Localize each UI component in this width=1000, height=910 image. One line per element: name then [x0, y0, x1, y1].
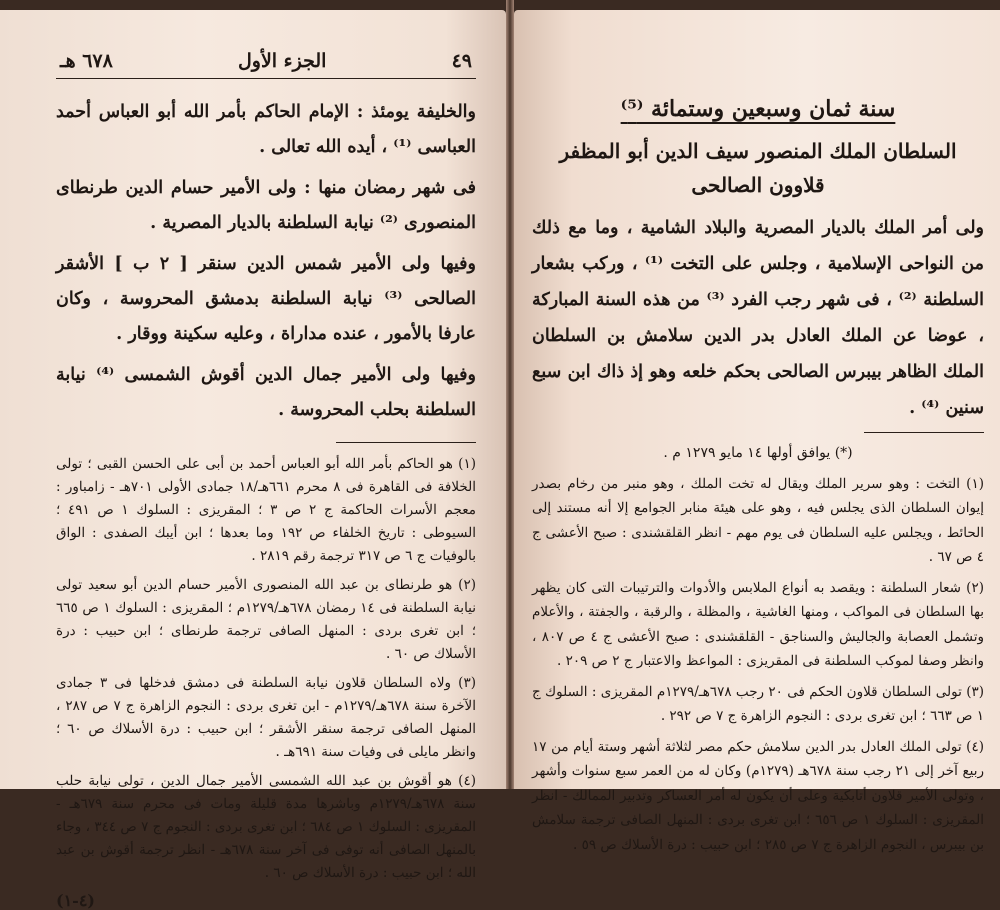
footnotes	[56, 453, 476, 885]
footnotes	[532, 441, 984, 857]
page-header	[56, 50, 476, 79]
section-heading: السلطان الملك المنصور سيف الدين أبو المظفر قلاوون الصالحى	[559, 139, 957, 197]
book-gutter	[506, 0, 514, 789]
paragraph: وفيها ولى الأمير شمس الدين سنقر [ ٢ ب ] الأشقر الصالحى ⁽³⁾ نيابة السلطنة بدمشق المحروسة ، وكان عارفا بالأمور ، عنده مداراة ، وعليه سكينة ووقار .	[56, 254, 477, 344]
footnote: (٤) هو أقوش بن عبد الله الشمسى الأمير جمال الدين ، تولى نيابة حلب سنة ٦٧٨هـ/١٢٧٩م وباشرها مدة قليلة ومات فى محرم سنة ٦٧٩هـ - المقريزى : السلوك ١ ص ٦٨٤ ؛ ابن تغرى بردى : النجوم ج ٧ ص ٣٤٤ ، وجاء بالمنهل الصافى أنه توفى فى آخر سنة ٦٧٨هـ - انظر ترجمة أقوش بن عبد الله ؛ ابن حبيب : درة الأسلاك ص ٦٠ .	[56, 773, 477, 881]
footnote: (٣) تولى السلطان قلاون الحكم فى ٢٠ رجب ٦٧٨هـ/١٢٧٩م المقريزى : السلوك ج ١ ص ٦٦٣ ؛ ابن تغرى بردى : النجوم الزاهرة ج ٧ ص ٢٩٢ .	[532, 683, 985, 724]
header-year: ٦٧٨ هـ	[60, 50, 113, 72]
main-text	[532, 210, 984, 426]
paragraph: فى شهر رمضان منها : ولى الأمير حسام الدين طرنطاى المنصورى ⁽²⁾ نيابة السلطنة بالديار المصرية .	[56, 178, 476, 233]
footnote: (٤) تولى الملك العادل بدر الدين سلامش حكم مصر لثلاثة أشهر وستة أيام من ١٧ ربيع آخر إلى ٢١ رجب سنة ٦٧٨هـ (١٢٧٩م) وكان له من العمر سبع سنوات وأشهر ، وتولى الأمير قلاون أتابكية وعلى أن يكون له أمر العساكر وتدبير الممالك - انظر المقريزى : السلوك ١ ص ٦٥٦ ؛ ابن تغرى بردى : المنهل الصافى ترجمة سلامش بن بيبرس ، النجوم الزاهرة ج ٧ ص ٢٨٥ ؛ ابن حبيب : درة الأسلاك ص ٥٩ .	[532, 738, 984, 853]
footnote: (٣) ولاه السلطان قلاون نيابة السلطنة فى دمشق فدخلها فى ٣ جمادى الآخرة سنة ٦٧٨هـ/١٢٧٩م - ابن تغرى بردى : النجوم الزاهرة ج ٧ ص ٢٨٧ ، المنهل الصافى ترجمة سنقر الأشقر ؛ ابن حبيب : درة الأسلاك ص ٦٠ ؛ وانظر مايلى فى وفيات سنة ٦٩١هـ .	[56, 675, 476, 760]
footnote: (١) التخت : وهو سرير الملك ويقال له تخت الملك ، وهو منبر من رخام بصدر إيوان السلطان الذى يجلس فيه ، وهو على هيئة منابر الجوامع إلا أنه مستند إلى الحائط ، ويجلس عليه السلطان فى يوم مهم - انظر القلقشندى : صبح الأعشى ج ٤ ص ٦٧ .	[532, 475, 984, 565]
left-page	[0, 10, 506, 910]
footnote: (٢) شعار السلطنة : ويقصد به أنواع الملابس والأدوات والترتيبات التى كان يظهر بها السلطان فى المواكب ، ومنها الغاشية ، والمظلة ، والرقبة ، والجفتة ، والأعلام وتشمل العصابة والجاليش والسناجق - القلقشندى : صبح الأعشى ج ٤ ص ٨٠٧ ، وانظر وصفا لموكب السلطنة فى المقريزى : المواعظ والاعتبار ج ٢ ص ٢٠٩ .	[532, 579, 984, 669]
footnote: (١) هو الحاكم بأمر الله أبو العباس أحمد بن أبى على الحسن القبى ؛ تولى الخلافة فى القاهرة فى ٨ محرم ٦٦١هـ/١٨ جمادى الأولى ٧٠١هـ - زامباور : معجم الأسرات الحاكمة ج ٢ ص ٣ ؛ المقريزى : السلوك ١ ص ٤٩١ ؛ السيوطى : تاريخ الخلفاء ص ١٩٢ وما بعدها ؛ ابن أيبك الصفدى : الواق بالوفيات ج ٦ ص ٣١٧ ترجمة رقم ٢٨١٩ .	[56, 456, 477, 564]
paragraph: والخليفة يومئذ : الإمام الحاكم بأمر الله أبو العباس أحمد العباسى ⁽¹⁾ ، أيده الله تعالى .	[56, 102, 476, 157]
footnote-divider	[336, 442, 476, 443]
paragraph: ولى أمر الملك بالديار المصرية والبلاد الشامية ، وما مع ذلك من النواحى الإسلامية ، وجلس على التخت ⁽¹⁾ ، وركب بشعار السلطنة ⁽²⁾ ، فى شهر رجب الفرد ⁽³⁾ من هذه السنة المباركة ، عوضا عن الملك العادل بدر الدين سلامش بن السلطان الملك الظاهر بيبرس الصالحى بحكم خلعه وهو إذ ذاك ابن سبع سنين ⁽⁴⁾ .	[532, 218, 985, 418]
page-number: ٤٩	[451, 50, 472, 72]
folio-mark: (٤-١)	[56, 891, 95, 910]
footnote: (٢) هو طرنطاى بن عبد الله المنصورى الأمير حسام الدين أبو سعيد تولى نيابة السلطنة فى ١٤ رمضان ٦٧٨هـ/١٢٧٩م ؛ المقريزى : السلوك ١ ص ٦٦٥ ؛ ابن تغرى بردى : المنهل الصافى ترجمة طرنطاى ؛ ابن حبيب : درة الأسلاك ص ٦٠ .	[56, 577, 477, 662]
running-title: الجزء الأول	[237, 50, 327, 72]
paragraph: وفيها ولى الأمير جمال الدين أقوش الشمسى ⁽⁴⁾ نيابة السلطنة بحلب المحروسة .	[56, 365, 476, 420]
right-page	[514, 10, 1000, 853]
year-heading: سنة ثمان وسبعين وستمائة ⁽⁵⁾	[620, 96, 896, 122]
footnote: (*) يوافق أولها ١٤ مايو ١٢٧٩ م .	[663, 445, 853, 461]
main-text	[56, 95, 476, 428]
footnote-divider	[864, 432, 984, 433]
